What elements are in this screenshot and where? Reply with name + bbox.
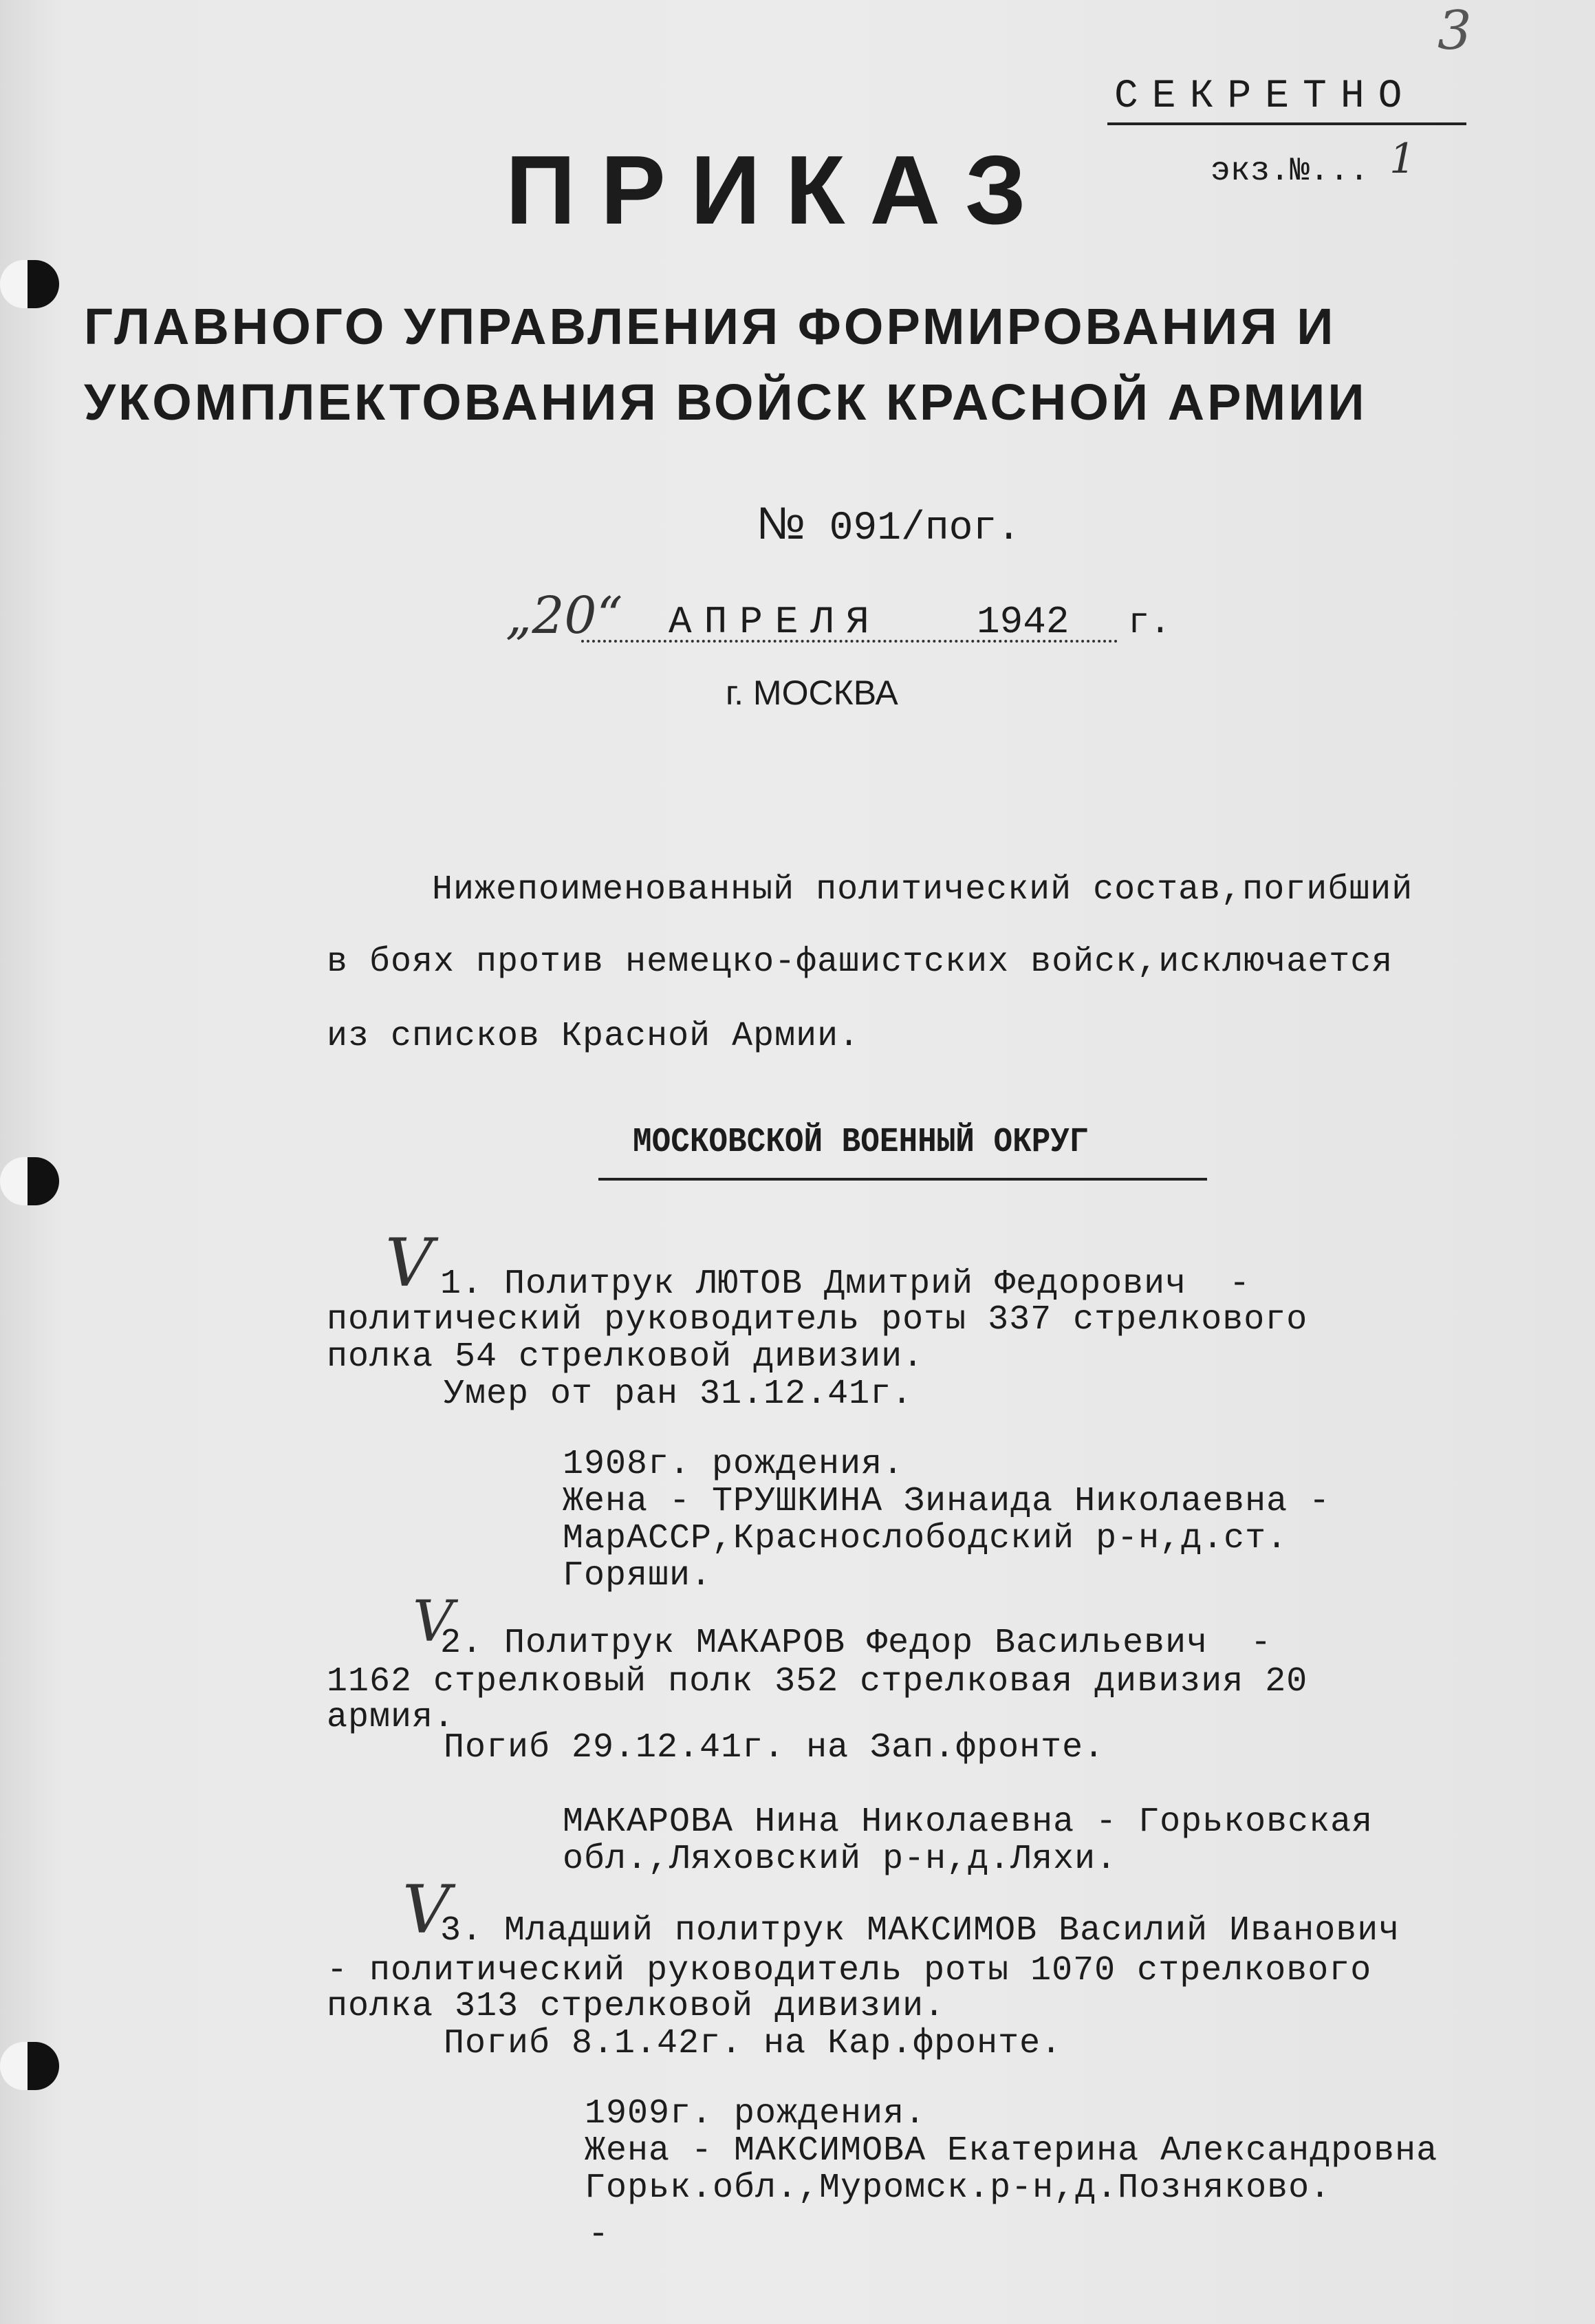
order-number-value: 091/пог. — [829, 506, 1021, 551]
district-heading: МОСКОВСКОЙ ВОЕННЫЙ ОКРУГ — [633, 1123, 1089, 1162]
entry-2-line-4: Погиб 29.12.41г. на Зап.фронте. — [444, 1728, 1105, 1767]
order-date-day: „20“ — [506, 586, 623, 645]
entry-1-line-1: 1. Политрук ЛЮТОВ Дмитрий Федорович - — [440, 1265, 1251, 1304]
district-underline — [598, 1178, 1207, 1181]
intro-line-3: из списков Красной Армии. — [327, 1017, 860, 1056]
order-number — [757, 497, 1021, 551]
copy-number-label: экз.№... — [1211, 153, 1369, 190]
binder-hole — [28, 260, 59, 308]
entry-1-line-3: полка 54 стрелковой дивизии. — [327, 1337, 924, 1377]
order-date-month: АПРЕЛЯ — [669, 600, 882, 644]
copy-number-handwritten: 1 — [1389, 135, 1416, 183]
order-city: г. МОСКВА — [726, 674, 898, 712]
issuer-line-1: ГЛАВНОГО УПРАВЛЕНИЯ ФОРМИРОВАНИЯ И — [84, 298, 1336, 355]
entry-1-detail-3: МарАССР,Краснослободский р-н,д.ст. — [563, 1519, 1288, 1558]
document-title: ПРИКАЗ — [506, 136, 1052, 245]
entry-3-detail-2: Жена - МАКСИМОВА Екатерина Александровна — [585, 2131, 1438, 2171]
number-sign: № — [757, 497, 805, 548]
checkmark-3: V — [402, 1871, 451, 1948]
entry-1-detail-4: Горяши. — [563, 1556, 713, 1595]
entry-1-line-2: политический руководитель роты 337 стрелкового — [327, 1300, 1308, 1339]
intro-line-2: в боях против немецко-фашистских войск,исключается — [327, 943, 1393, 982]
entry-2-line-3: армия. — [327, 1698, 455, 1737]
classification-stamp: СЕКРЕТНО — [1114, 74, 1416, 119]
page-number: 3 — [1437, 0, 1472, 62]
checkmark-2: V — [413, 1589, 454, 1655]
date-dotted-line — [581, 640, 1118, 643]
checkmark-1: V — [385, 1225, 433, 1302]
binder-hole — [28, 1157, 59, 1205]
entry-1-detail-2: Жена - ТРУШКИНА Зинаида Николаевна - — [563, 1482, 1331, 1521]
entry-2-detail-2: обл.,Ляховский р-н,д.Ляхи. — [563, 1840, 1118, 1879]
binder-hole — [28, 2042, 59, 2090]
entry-3-line-4: Погиб 8.1.42г. на Кар.фронте. — [444, 2024, 1063, 2063]
entry-3-detail-3: Горьк.обл.,Муромск.р-н,д.Позняково. — [585, 2169, 1332, 2208]
entry-3-line-2: - политический руководитель роты 1070 стрелкового — [327, 1951, 1372, 1990]
issuer-line-2: УКОМПЛЕКТОВАНИЯ ВОЙСК КРАСНОЙ АРМИИ — [84, 374, 1367, 431]
entry-3-line-1: 3. Младший политрук МАКСИМОВ Василий Иванович — [440, 1911, 1400, 1950]
order-date-suffix: г. — [1128, 603, 1171, 643]
entry-2-detail-1: МАКАРОВА Нина Николаевна - Горьковская — [563, 1803, 1374, 1842]
classification-underline — [1107, 122, 1466, 125]
entry-1-line-4: Умер от ран 31.12.41г. — [444, 1375, 913, 1414]
trailing-dash: - — [588, 2215, 609, 2255]
intro-line-1: Нижепоименованный политический состав,погибший — [432, 870, 1413, 910]
entry-3-detail-1: 1909г. рождения. — [585, 2094, 926, 2133]
entry-3-line-3: полка 313 стрелковой дивизии. — [327, 1987, 946, 2026]
order-date-year: 1942 — [977, 600, 1070, 644]
entry-2-line-2: 1162 стрелковый полк 352 стрелковая дивизия 20 — [327, 1662, 1308, 1701]
entry-1-detail-1: 1908г. рождения. — [563, 1445, 904, 1484]
entry-2-line-1: 2. Политрук МАКАРОВ Федор Васильевич - — [440, 1624, 1272, 1663]
